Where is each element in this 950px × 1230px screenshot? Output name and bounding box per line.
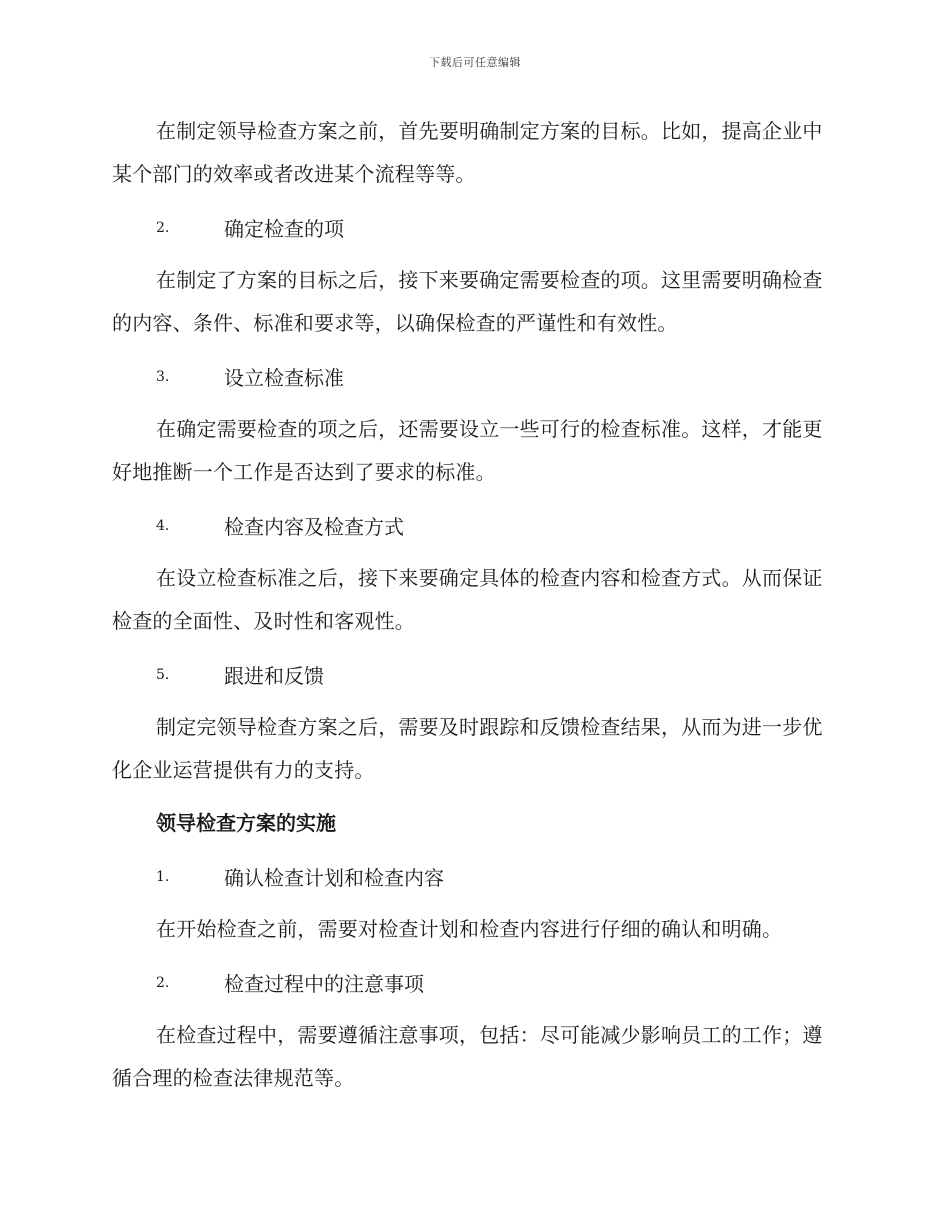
list-item-confirm-plan <box>112 855 832 898</box>
list-label: 跟进和反馈 <box>224 664 324 688</box>
paragraph-content-and-method: 在设立检查标准之后，接下来要确定具体的检查内容和检查方式。从而保证检查的全面性、及时性和客观性。 <box>112 566 823 633</box>
list-item-determine-items <box>112 206 832 249</box>
list-item-follow-up <box>112 653 832 696</box>
document-body <box>112 110 832 1110</box>
section-title: 领导检查方案的实施 <box>156 811 336 835</box>
list-number: 1. <box>156 868 170 885</box>
list-label: 确认检查计划和检查内容 <box>224 866 444 890</box>
paragraph-precautions: 在检查过程中，需要遵循注意事项，包括：尽可能减少影响员工的工作；遵循合理的检查法律规范等。 <box>112 1023 823 1090</box>
paragraph-follow-up: 制定完领导检查方案之后，需要及时跟踪和反馈检查结果，从而为进一步优化企业运营提供有力的支持。 <box>112 715 823 782</box>
paragraph-confirm-plan: 在开始检查之前，需要对检查计划和检查内容进行仔细的确认和明确。 <box>156 917 783 941</box>
list-item-set-standards <box>112 355 832 398</box>
list-number: 3. <box>156 368 170 385</box>
paragraph-determine-items: 在制定了方案的目标之后，接下来要确定需要检查的项。这里需要明确检查的内容、条件、标准和要求等，以确保检查的严谨性和有效性。 <box>112 268 823 335</box>
page-header: 下载后可任意编辑 <box>429 56 521 69</box>
list-item-precautions <box>112 961 832 1004</box>
list-number: 4. <box>156 517 170 534</box>
list-label: 确定检查的项 <box>224 217 344 241</box>
list-label: 检查内容及检查方式 <box>224 515 404 539</box>
list-label: 检查过程中的注意事项 <box>224 972 424 996</box>
list-number: 2. <box>156 974 170 991</box>
list-number: 5. <box>156 666 170 683</box>
list-number: 2. <box>156 219 170 236</box>
paragraph-goal: 在制定领导检查方案之前，首先要明确制定方案的目标。比如，提高企业中某个部门的效率或者改进某个流程等等。 <box>112 119 823 186</box>
list-item-content-and-method <box>112 504 832 547</box>
paragraph-set-standards: 在确定需要检查的项之后，还需要设立一些可行的检查标准。这样，才能更好地推断一个工作是否达到了要求的标准。 <box>112 417 823 484</box>
list-label: 设立检查标准 <box>224 366 344 390</box>
